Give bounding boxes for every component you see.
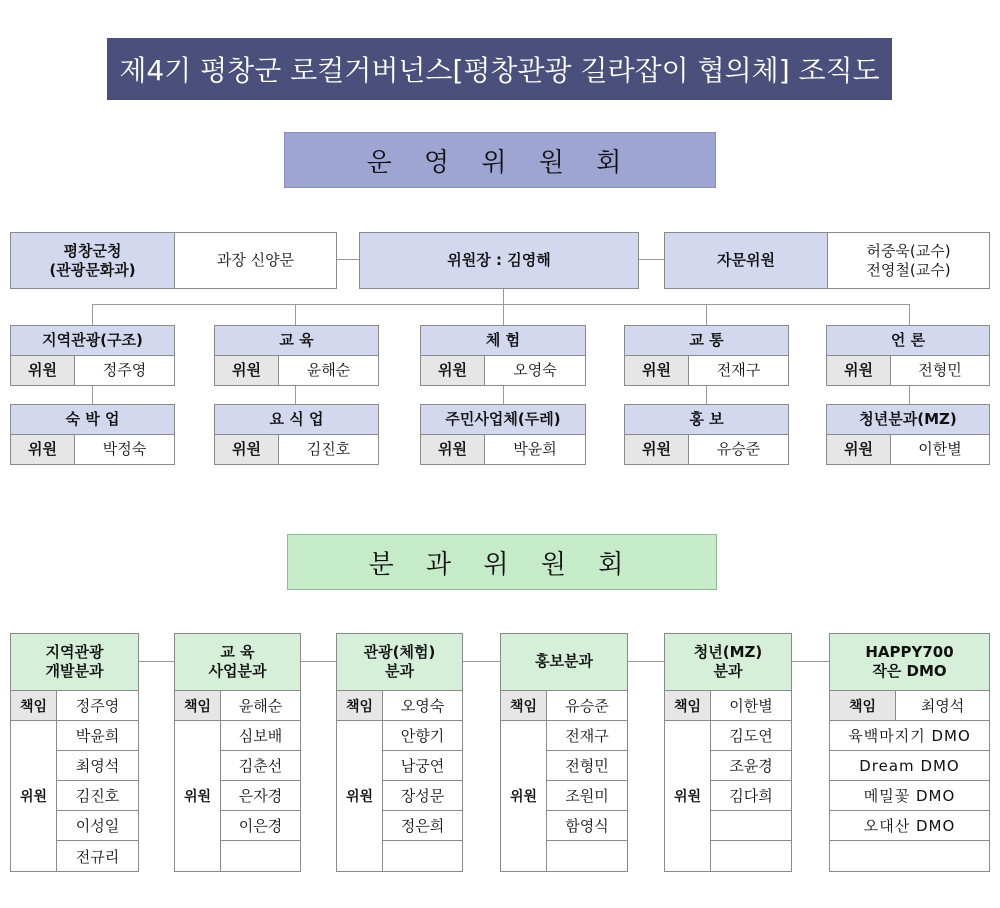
member-label: 위원: [214, 434, 279, 465]
connector: [503, 386, 504, 404]
unit-member: 정주영: [74, 355, 175, 386]
member-name: [711, 841, 791, 871]
member-label: 위원: [175, 721, 221, 871]
unit-name: 체 험: [420, 325, 586, 356]
member-label: 위원: [826, 434, 891, 465]
member-name: [383, 841, 462, 871]
member-name: 이은경: [221, 811, 300, 841]
member-name: 전규리: [75, 847, 120, 866]
lead-label: 책임: [501, 691, 547, 720]
member-label: 위원: [624, 355, 689, 386]
member-name: 남궁연: [383, 751, 462, 781]
advisor-label-box: 자문위원: [664, 232, 828, 289]
member-name: 조윤경: [711, 751, 791, 781]
connector: [639, 259, 664, 260]
unit-member: 전형민: [890, 355, 990, 386]
member-name: 심보배: [221, 721, 300, 751]
member-name: 최영석: [57, 751, 138, 781]
subcommittee-name: 청년(MZ) 분과: [665, 634, 791, 691]
unit-member: 윤해순: [278, 355, 379, 386]
unit-name: 주민사업체(두레): [420, 404, 586, 435]
operating-committee-band: 운 영 위 원 회: [284, 132, 716, 188]
lead-name: 윤해순: [238, 697, 283, 715]
member-label: 위원: [214, 355, 279, 386]
lead-label: 책임: [665, 691, 711, 720]
page-title: 제4기 평창군 로컬거버넌스[평창관광 길라잡이 협의체] 조직도: [107, 38, 892, 100]
member-label: 위원: [624, 434, 689, 465]
unit-name: 교 통: [624, 325, 789, 356]
member-name: 안향기: [383, 721, 462, 751]
subcommittee-name: 지역관광 개발분과: [11, 634, 138, 691]
subcommittee-column: [336, 633, 463, 872]
dmo-name: 육백마지기 DMO: [830, 721, 989, 751]
member-name: 전재구: [547, 721, 627, 751]
member-name: 전형민: [547, 751, 627, 781]
member-name: [547, 841, 627, 871]
director-box: 과장 신양문: [174, 232, 337, 289]
dmo-name: Dream DMO: [830, 751, 989, 781]
unit-member: 김진호: [278, 434, 379, 465]
member-label: 위원: [665, 721, 711, 871]
member-name: [221, 841, 300, 871]
lead-label: 책임: [830, 691, 896, 720]
member-label: 위원: [420, 434, 485, 465]
member-label: 위원: [337, 721, 383, 871]
subcommittee-column: [10, 633, 139, 872]
advisors-box: 허중욱(교수) 전영철(교수): [827, 232, 990, 289]
member-label: 위원: [10, 434, 75, 465]
county-office-box: 평창군청 (관광문화과): [10, 232, 175, 289]
connector: [139, 661, 174, 662]
member-name: 조원미: [547, 781, 627, 811]
subcommittee-column: [829, 633, 990, 872]
lead-name: 오영숙: [400, 697, 445, 715]
chair-box: 위원장 : 김영해: [359, 232, 639, 289]
unit-name: 언 론: [826, 325, 990, 356]
unit-name: 숙 박 업: [10, 404, 175, 435]
member-name: 함영식: [547, 811, 627, 841]
member-label: 위원: [826, 355, 891, 386]
connector: [706, 304, 707, 325]
unit-member: 박윤희: [484, 434, 586, 465]
unit-member: 유승준: [688, 434, 789, 465]
connector: [337, 259, 359, 260]
connector: [909, 304, 910, 325]
member-label: 위원: [420, 355, 485, 386]
lead-label: 책임: [175, 691, 221, 720]
lead-label: 책임: [11, 691, 57, 720]
connector: [92, 304, 910, 305]
unit-name: 지역관광(구조): [10, 325, 175, 356]
connector: [503, 304, 504, 325]
member-label: 위원: [501, 721, 547, 871]
member-name: 김춘선: [221, 751, 300, 781]
connector: [909, 386, 910, 404]
lead-name: 이한별: [729, 697, 773, 715]
member-name: 은자경: [221, 781, 300, 811]
connector: [92, 386, 93, 404]
lead-name: 정주영: [75, 697, 120, 715]
connector: [295, 386, 296, 404]
subcommittee-column: [174, 633, 301, 872]
connector: [463, 661, 500, 662]
subcommittee-column: [664, 633, 792, 872]
connector: [792, 661, 829, 662]
member-name: 김도연: [711, 721, 791, 751]
unit-member: 박정숙: [74, 434, 175, 465]
member-label: 위원: [11, 721, 57, 871]
member-name: 정은희: [383, 811, 462, 841]
unit-name: 교 육: [214, 325, 379, 356]
connector: [503, 289, 504, 304]
dmo-name: [830, 841, 989, 871]
connector: [301, 661, 336, 662]
member-name: 김진호: [57, 781, 138, 811]
unit-member: 오영숙: [484, 355, 586, 386]
unit-member: 전재구: [688, 355, 789, 386]
subcommittee-name: 교 육 사업분과: [175, 634, 300, 691]
connector: [628, 661, 664, 662]
unit-name: 요 식 업: [214, 404, 379, 435]
connector: [706, 386, 707, 404]
dmo-name: 오대산 DMO: [830, 811, 989, 841]
connector: [92, 304, 93, 325]
lead-label: 책임: [337, 691, 383, 720]
member-name: 장성문: [383, 781, 462, 811]
subcommittee-name: HAPPY700 작은 DMO: [830, 634, 989, 691]
lead-name: 최영석: [920, 697, 965, 715]
connector: [295, 304, 296, 325]
member-name: [711, 811, 791, 841]
subcommittee-name: 관광(체험) 분과: [337, 634, 462, 691]
unit-name: 홍 보: [624, 404, 789, 435]
dmo-name: 메밀꽃 DMO: [830, 781, 989, 811]
lead-name: 유승준: [565, 697, 609, 715]
member-name: 박윤희: [57, 721, 138, 751]
member-name: 이성일: [57, 811, 138, 841]
unit-name: 청년분과(MZ): [826, 404, 990, 435]
member-label: 위원: [10, 355, 75, 386]
subcommittee-column: [500, 633, 628, 872]
unit-member: 이한별: [890, 434, 990, 465]
subcommittee-band: 분 과 위 원 회: [287, 534, 717, 590]
member-name: 김다희: [711, 781, 791, 811]
subcommittee-name: 홍보분과: [501, 634, 627, 691]
